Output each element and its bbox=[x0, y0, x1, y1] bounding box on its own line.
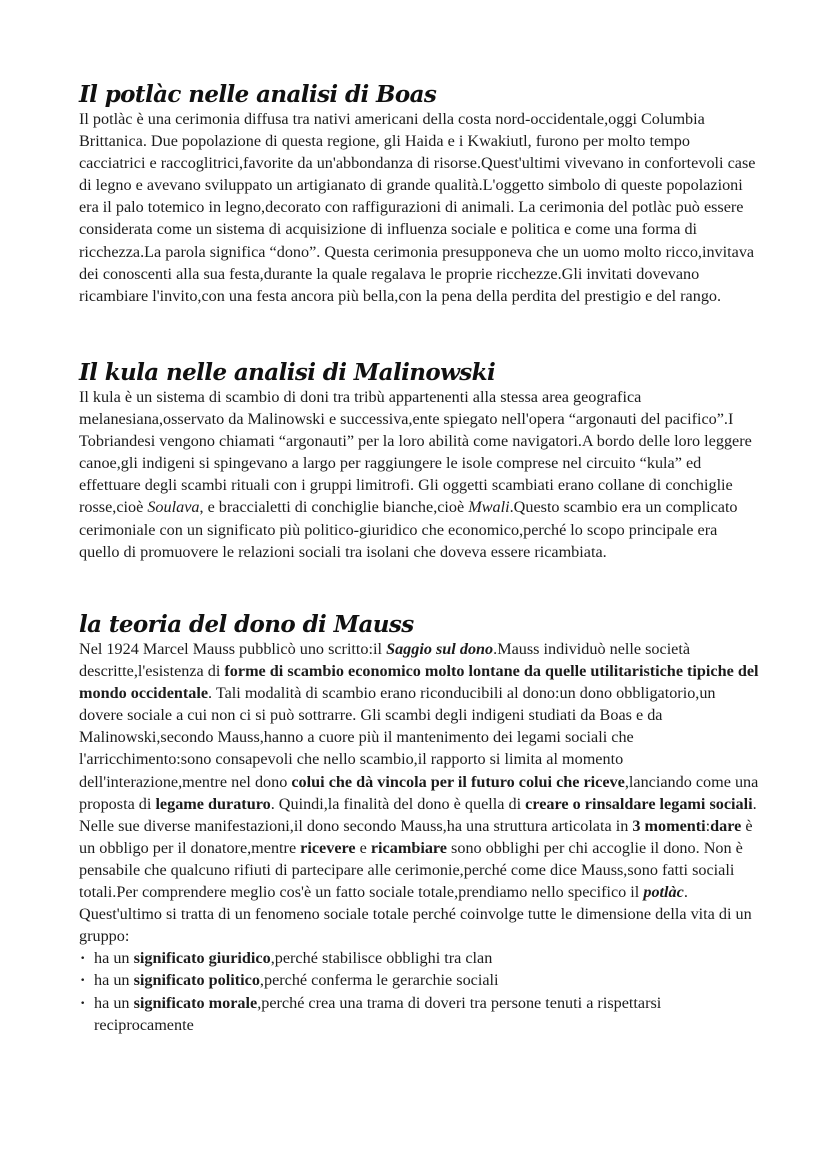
text-run: ,lanciando come una proposta di bbox=[79, 772, 759, 813]
bold-phrase: significato politico bbox=[133, 971, 260, 990]
text-run: . bbox=[752, 794, 757, 813]
text-run: ha un bbox=[94, 971, 134, 990]
text-run: : bbox=[705, 816, 711, 835]
section-heading: Il potlàc nelle analisi di Boas bbox=[79, 81, 437, 108]
text-run: . Quest'ultimo si tratta di un fenomeno sociale totale perché coinvolge tutte le dimensione della vita di un gruppo: bbox=[79, 883, 752, 946]
text-run: ha un bbox=[94, 993, 134, 1012]
text-run: Il kula è un sistema di scambio di doni tra tribù appartenenti alla stessa area geografica melanesiana,osservato da Malinowski e successiva,ente spiegato nell'opera “argonauti del pacifico”.I Tobriandesi vengono chiamati “argonauti” per la loro abilità come navigatori.A bordo delle loro leggere canoe,gli indigeni si spingevano a largo per raggiungere le isole comprese nel circuito “kula” ed effettuare degli scambi rituali con i gruppi limitrofi. Gli oggetti scambiati erano collane di conchiglie rosse,cioè bbox=[79, 388, 752, 517]
section-heading: Il kula nelle analisi di Malinowski bbox=[79, 359, 496, 386]
text-run: ha un bbox=[94, 949, 134, 968]
section-kula-malinowski bbox=[79, 358, 759, 563]
bullet-list bbox=[79, 947, 759, 1035]
bold-phrase: forme di scambio economico molto lontane da quelle utilitaristiche tipiche del mondo occidentale bbox=[79, 662, 759, 703]
section-paragraph: Il potlàc è una cerimonia diffusa tra nativi americani della costa nord-occidentale,oggi Columbia Brittanica. Due popolazione di questa regione, gli Haida e i Kwakiutl, furono per molto tempo cacciatrici e raccoglitrici,favorite da un'abbondanza di risorse.Quest'ultimi vivevano in confortevoli case di legno e avevano sviluppato un artigianato di grande qualità.L'oggetto simbolo di queste popolazioni era il palo totemico in legno,decorato con raffigurazioni di animali. La cerimonia del potlàc può essere considerata come un sistema di acquisizione di influenza sociale e politica e come una forma di ricchezza.La parola significa “dono”. Questa cerimonia presupponeva che un uomo molto ricco,invitava dei conoscenti alla sua festa,durante la quale regalava le proprie ricchezze.Gli invitati dovevano ricambiare l'invito,con una festa ancora più bella,con la pena della perdita del prestigio e del rango. bbox=[79, 110, 756, 305]
bold-phrase: ricevere bbox=[300, 838, 356, 857]
text-run: .Questo scambio era un complicato cerimoniale con un significato più politico-giuridico che economico,perché lo scopo principale era quello di promuovere le relazioni sociali tra isolani che doveva essere ricambiata. bbox=[79, 498, 738, 561]
bold-phrase: dare bbox=[710, 816, 742, 835]
text-run: Nelle sue diverse manifestazioni,il dono secondo Mauss,ha una struttura articolata in bbox=[79, 816, 633, 835]
list-item bbox=[79, 969, 759, 991]
bold-phrase: significato morale bbox=[133, 993, 258, 1012]
bold-phrase: colui che dà vincola per il futuro colui che riceve bbox=[291, 772, 625, 791]
section-mauss-gift-theory bbox=[79, 610, 759, 1036]
bold-phrase: creare o rinsaldare legami sociali bbox=[525, 794, 753, 813]
section-heading: la teoria del dono di Mauss bbox=[79, 611, 414, 638]
text-run: è un obbligo per il donatore,mentre bbox=[79, 816, 753, 857]
bold-phrase: significato giuridico bbox=[133, 949, 271, 968]
text-run: . Tali modalità di scambio erano riconducibili al dono:un dono obbligatorio,un dovere sociale a cui non ci si può sottrarre. Gli scambi degli indigeni studiati da Boas e da Malinowski,secondo Mauss,hanno a cuore più il mantenimento dei legami sociali che l'arricchimento:sono consapevoli che nello scambio,il rapporto si limita al momento dell'interazione,mentre nel dono bbox=[79, 684, 716, 791]
bold-phrase: 3 momenti bbox=[632, 816, 706, 835]
text-run: , e braccialetti di conchiglie bianche,cioè bbox=[199, 498, 469, 517]
text-run: ,perché stabilisce obblighi tra clan bbox=[270, 949, 493, 968]
book-title-saggio: Saggio sul dono bbox=[386, 640, 494, 658]
list-item bbox=[79, 992, 759, 1036]
section-paragraph bbox=[79, 638, 759, 815]
italic-term-soulava: Soulava bbox=[147, 498, 200, 517]
bold-italic-term-potlac: potlàc bbox=[643, 883, 684, 902]
text-run: e bbox=[355, 838, 371, 857]
section-paragraph bbox=[79, 815, 759, 948]
text-run: ,perché conferma le gerarchie sociali bbox=[259, 971, 499, 990]
text-run: ,perché crea una trama di doveri tra persone tenuti a rispettarsi reciprocamente bbox=[94, 993, 662, 1034]
bold-phrase: ricambiare bbox=[370, 838, 447, 857]
text-run: .Mauss individuò nelle società descritte,l'esistenza di bbox=[79, 640, 691, 681]
list-item bbox=[79, 947, 759, 969]
section-paragraph bbox=[79, 386, 759, 563]
bold-phrase: legame duraturo bbox=[155, 794, 271, 813]
text-run: . Quindi,la finalità del dono è quella di bbox=[270, 794, 526, 813]
text-run: Nel 1924 Marcel Mauss pubblicò uno scritto:il bbox=[79, 640, 387, 658]
italic-term-mwali: Mwali bbox=[468, 498, 510, 517]
section-potlac-boas bbox=[79, 80, 759, 307]
text-run: sono obblighi per chi accoglie il dono. Non è pensabile che qualcuno rifiuti di partecipare alle cerimonie,perché come dice Mauss,sono fatti sociali totali.Per comprendere meglio cos'è un fatto sociale totale,prendiamo nello specifico il bbox=[79, 838, 743, 902]
